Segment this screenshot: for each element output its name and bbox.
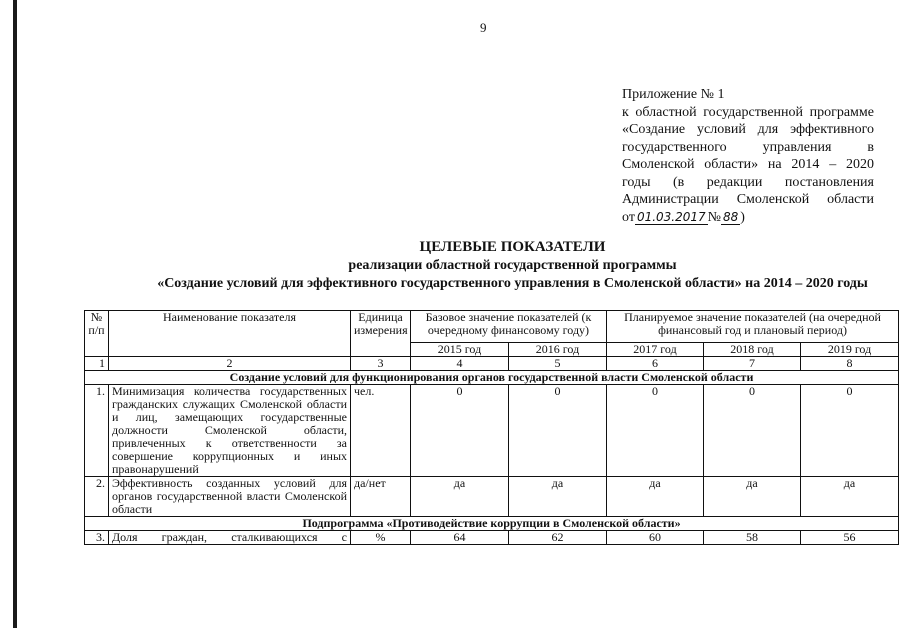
- row-value: да: [509, 477, 607, 517]
- document-subtitle: реализации областной государственной программы: [348, 258, 677, 273]
- row-unit: %: [351, 531, 411, 545]
- appendix-text: к областной государственной программе «Создание условий для эффективного государственного управления в Смоленской области» на 2014 – 2020 годы (в редакции постановления Администрации Смоленской области от: [622, 104, 874, 225]
- row-value: да: [411, 477, 509, 517]
- table-row: [85, 477, 899, 517]
- row-unit: да/нет: [351, 477, 411, 517]
- header-unit: Единица измерения: [351, 311, 411, 357]
- col-number: 6: [607, 357, 704, 371]
- appendix-body: [622, 104, 874, 227]
- table-row: [85, 385, 899, 477]
- row-value: да: [704, 477, 801, 517]
- header-year: 2017 год: [607, 343, 704, 357]
- appendix-closing: ): [740, 209, 745, 225]
- col-number: 5: [509, 357, 607, 371]
- header-year: 2018 год: [704, 343, 801, 357]
- row-name: Эффективность созданных условий для органов государственной власти Смоленской области: [109, 477, 351, 517]
- row-value: 0: [801, 385, 899, 477]
- header-num: № п/п: [85, 311, 109, 357]
- section-header: Подпрограмма «Противодействие коррупции в Смоленской области»: [85, 517, 899, 531]
- row-num: 3.: [85, 531, 109, 545]
- row-value: 62: [509, 531, 607, 545]
- row-unit: чел.: [351, 385, 411, 477]
- program-title: «Создание условий для эффективного государственного управления в Смоленской области» на 2014 – 2020 годы: [157, 276, 868, 291]
- indicators-table: [84, 310, 899, 545]
- row-value: 0: [411, 385, 509, 477]
- header-year: 2016 год: [509, 343, 607, 357]
- handwritten-date: 01.03.2017: [636, 209, 706, 224]
- document-title: ЦЕЛЕВЫЕ ПОКАЗАТЕЛИ: [419, 239, 606, 255]
- col-number: 7: [704, 357, 801, 371]
- row-num: 2.: [85, 477, 109, 517]
- row-value: 64: [411, 531, 509, 545]
- appendix-block: [622, 86, 874, 226]
- row-value: да: [801, 477, 899, 517]
- section-header: Создание условий для функционирования органов государственной власти Смоленской области: [85, 371, 899, 385]
- header-year: 2015 год: [411, 343, 509, 357]
- row-value: 0: [607, 385, 704, 477]
- appendix-title: Приложение № 1: [622, 87, 725, 102]
- row-value: 56: [801, 531, 899, 545]
- col-number: 1: [85, 357, 109, 371]
- row-value: 0: [704, 385, 801, 477]
- table-row: [85, 531, 899, 545]
- row-value: 60: [607, 531, 704, 545]
- row-value: да: [607, 477, 704, 517]
- row-value: 0: [509, 385, 607, 477]
- row-name: Минимизация количества государственных гражданских служащих Смоленской области и лиц, замещающих государственные должности Смоленской области, привлеченных к ответственности за совершение коррупционных и иных правонарушений: [109, 385, 351, 477]
- header-planned: Планируемое значение показателей (на очередной финансовый год и плановый период): [607, 311, 899, 343]
- binding-edge: [13, 0, 17, 628]
- col-number: 3: [351, 357, 411, 371]
- appendix-number-prefix: №: [707, 209, 722, 225]
- col-number: 8: [801, 357, 899, 371]
- header-year: 2019 год: [801, 343, 899, 357]
- handwritten-number: 88: [723, 209, 739, 224]
- header-base: Базовое значение показателей (к очередному финансовому году): [411, 311, 607, 343]
- row-num: 1.: [85, 385, 109, 477]
- page-number: 9: [480, 20, 487, 35]
- col-number: 4: [411, 357, 509, 371]
- row-name: Доля граждан, сталкивающихся с: [109, 531, 351, 545]
- row-value: 58: [704, 531, 801, 545]
- col-number: 2: [109, 357, 351, 371]
- header-name: Наименование показателя: [109, 311, 351, 357]
